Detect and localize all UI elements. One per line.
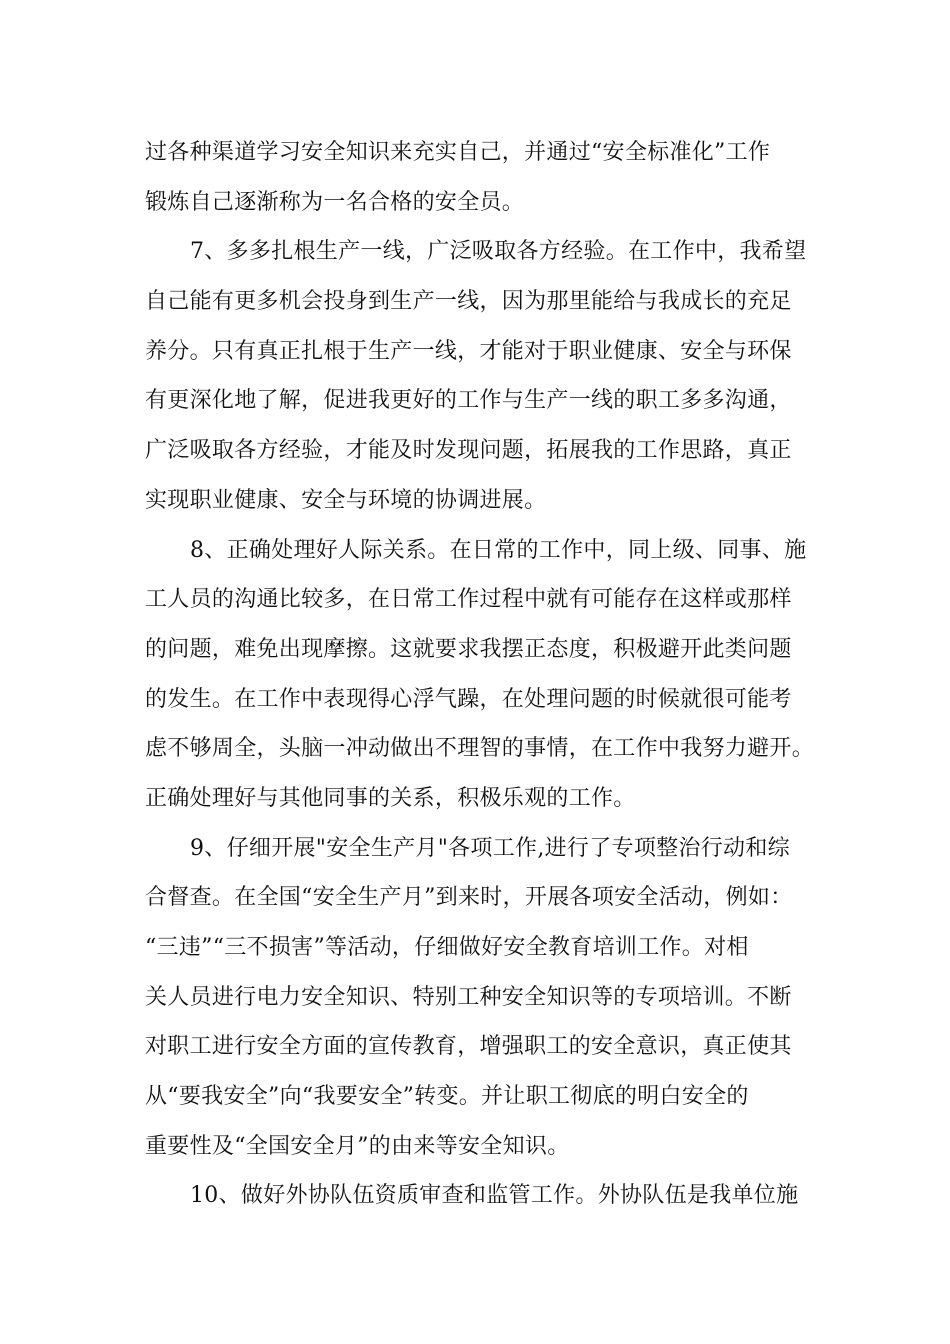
text-line: 正确处理好与其他同事的关系，积极乐观的工作。 bbox=[145, 785, 636, 811]
paragraph-start-7: 7、多多扎根生产一线，广泛吸取各方经验。在工作中，我希望 bbox=[190, 239, 807, 265]
text-line: 虑不够周全，头脑一冲动做出不理智的事情，在工作中我努力避开。 bbox=[145, 736, 815, 762]
text-line: 合督查。在全国“安全生产月”到来时，开展各项安全活动，例如： bbox=[145, 885, 793, 911]
document-body bbox=[145, 128, 825, 1221]
text-line: 的发生。在工作中表现得心浮气躁，在处理问题的时候就很可能考 bbox=[145, 686, 792, 712]
paragraph-start-8: 8、正确处理好人际关系。在日常的工作中，同上级、同事、施 bbox=[190, 537, 807, 563]
text-line: 广泛吸取各方经验，才能及时发现问题，拓展我的工作思路，真正 bbox=[145, 438, 792, 464]
text-line: 过各种渠道学习安全知识来充实自己，并通过“安全标准化”工作 bbox=[145, 140, 771, 165]
text-line: “三违”“三不损害”等活动，仔细做好安全教育培训工作。对相 bbox=[145, 935, 749, 960]
paragraph-start-9: 9、仔细开展"安全生产月"各项工作,进行了专项整治行动和综 bbox=[190, 835, 790, 861]
text-line: 锻炼自己逐渐称为一名合格的安全员。 bbox=[145, 189, 525, 215]
paragraph-start-10: 10、做好外协队伍资质审查和监管工作。外协队伍是我单位施 bbox=[190, 1183, 799, 1209]
text-line: 养分。只有真正扎根于生产一线，才能对于职业健康、安全与环保 bbox=[145, 338, 792, 364]
text-line: 实现职业健康、安全与环境的协调进展。 bbox=[145, 487, 547, 513]
text-line: 工人员的沟通比较多，在日常工作过程中就有可能存在这样或那样 bbox=[145, 587, 792, 613]
text-line: 关人员进行电力安全知识、特别工种安全知识等的专项培训。不断 bbox=[145, 984, 792, 1010]
text-line: 对职工进行安全方面的宣传教育，增强职工的安全意识，真正使其 bbox=[145, 1034, 792, 1060]
text-line: 从“要我安全”向“我要安全”转变。并让职工彻底的明白安全的 bbox=[145, 1084, 749, 1110]
text-line: 自己能有更多机会投身到生产一线，因为那里能给与我成长的充足 bbox=[145, 289, 792, 315]
text-line: 有更深化地了解，促进我更好的工作与生产一线的职工多多沟通， bbox=[145, 388, 792, 414]
text-line: 的问题，难免出现摩擦。这就要求我摆正态度，积极避开此类问题 bbox=[145, 636, 792, 662]
text-line: 重要性及“全国安全月”的由来等安全知识。 bbox=[145, 1133, 570, 1159]
